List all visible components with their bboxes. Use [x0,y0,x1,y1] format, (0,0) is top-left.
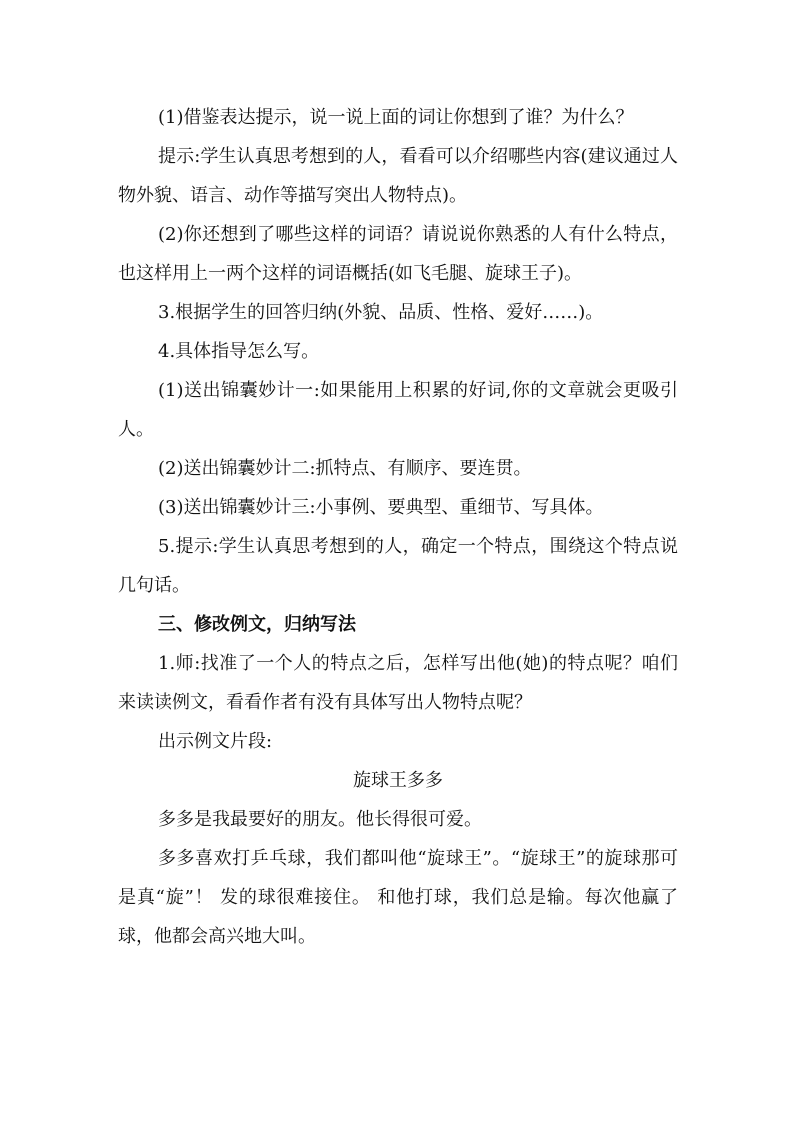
paragraph-13: 多多喜欢打乒乓球，我们都叫他“旋球王”。“旋球王”的旋球那可是真“旋”！ 发的球很难接住。 和他打球，我们总是输。每次他赢了球，他都会高兴地大叫。 [118,848,678,947]
paragraph-3: (2)你还想到了哪些这样的词语？请说说你熟悉的人有什么特点，也这样用上一两个这样的词语概括(如飞毛腿、旋球王子)。 [118,224,678,284]
document-body [118,98,678,956]
example-title: 旋球王多多 [353,770,443,791]
paragraph-6: (1)送出锦囊妙计一:如果能用上积累的好词,你的文章就会更吸引人。 [118,380,678,440]
paragraph-9: 5.提示:学生认真思考想到的人，确定一个特点，围绕这个特点说几句话。 [118,536,678,596]
paragraph-11: 出示例文片段: [158,731,273,752]
section-heading-3: 三、修改例文，归纳写法 [158,614,356,635]
paragraph-10: 1.师:找准了一个人的特点之后，怎样写出他(她)的特点呢？咱们来读读例文，看看作者有没有具体写出人物特点呢？ [118,653,678,713]
paragraph-1: (1)借鉴表达提示，说一说上面的词让你想到了谁？为什么？ [158,107,634,128]
paragraph-4: 3.根据学生的回答归纳(外貌、品质、性格、爱好……)。 [158,302,604,323]
paragraph-8: (3)送出锦囊妙计三:小事例、要典型、重细节、写具体。 [158,497,604,518]
paragraph-2: 提示:学生认真思考想到的人，看看可以介绍哪些内容(建议通过人物外貌、语言、动作等描写突出人物特点)。 [118,146,678,206]
paragraph-5: 4.具体指导怎么写。 [158,341,320,362]
paragraph-7: (2)送出锦囊妙计二:抓特点、有顺序、要连贯。 [158,458,532,479]
paragraph-12: 多多是我最要好的朋友。他长得很可爱。 [158,809,482,830]
